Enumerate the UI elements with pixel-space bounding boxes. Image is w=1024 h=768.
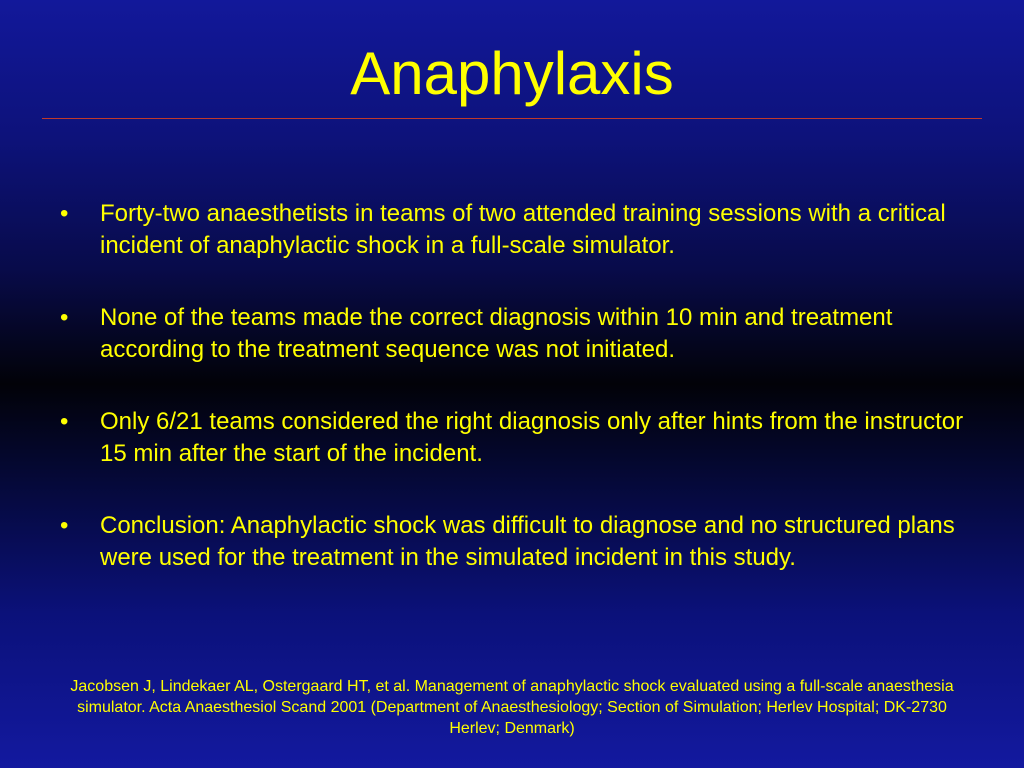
bullet-marker: •	[60, 200, 69, 227]
bullet-marker: •	[60, 304, 69, 331]
bullet-list	[60, 198, 970, 614]
bullet-item	[60, 406, 970, 470]
bullet-text: Only 6/21 teams considered the right diagnosis only after hints from the instructor 15 min after the start of the incident.	[100, 408, 964, 467]
bullet-text: Conclusion: Anaphylactic shock was difficult to diagnose and no structured plans were used for the treatment in the simulated incident in this study.	[100, 512, 955, 571]
bullet-item	[60, 302, 970, 366]
bullet-text: None of the teams made the correct diagnosis within 10 min and treatment according to the treatment sequence was not initiated.	[100, 304, 893, 363]
bullet-item	[60, 510, 970, 574]
citation: Jacobsen J, Lindekaer AL, Ostergaard HT, et al. Management of anaphylactic shock evaluated using a full-scale anaesthesia simulator. Acta Anaesthesiol Scand 2001 (Department of Anaesthesiology; Section of Simulation; Herlev Hospital; DK-2730 Herlev; Denmark)	[70, 678, 954, 737]
bullet-text: Forty-two anaesthetists in teams of two attended training sessions with a critical incident of anaphylactic shock in a full-scale simulator.	[100, 200, 946, 259]
title-divider	[42, 118, 982, 119]
bullet-marker: •	[60, 512, 69, 539]
bullet-item	[60, 198, 970, 262]
slide-title: Anaphylaxis	[350, 40, 674, 107]
bullet-marker: •	[60, 408, 69, 435]
